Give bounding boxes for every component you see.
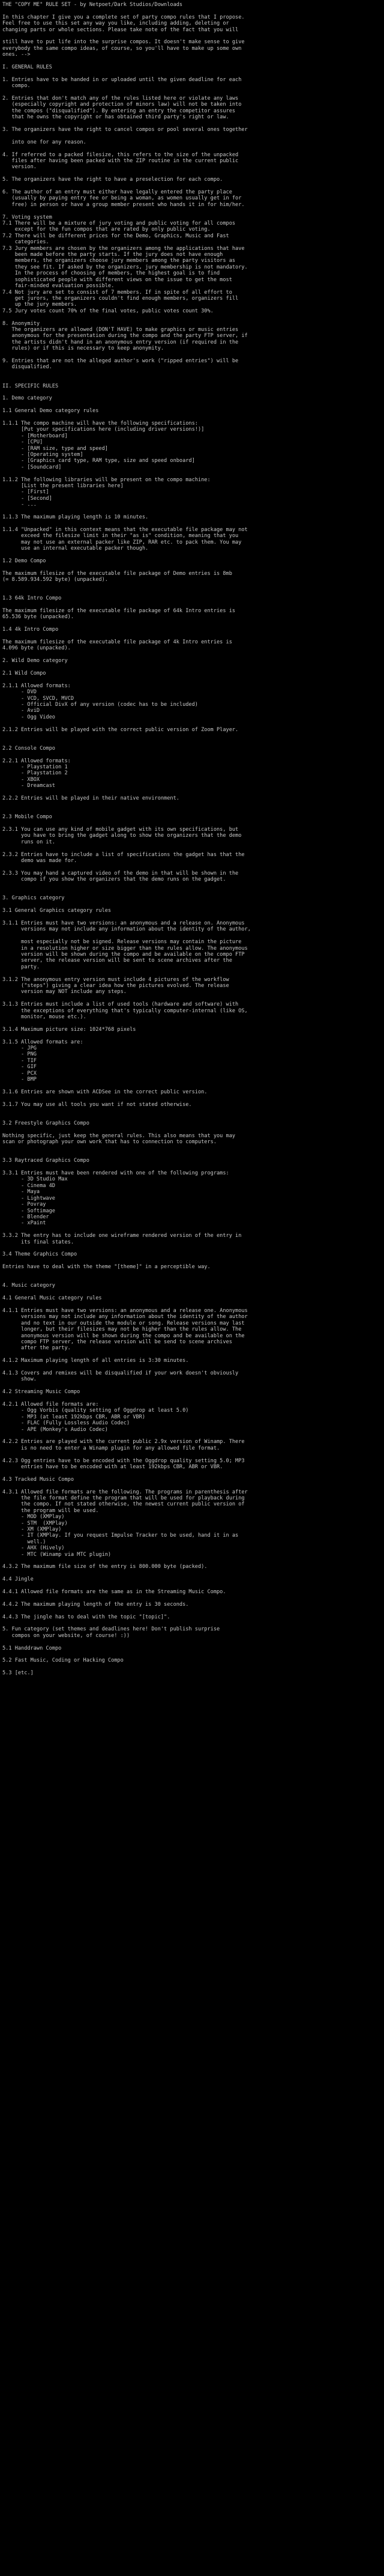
document-line: runs on it.: [2, 839, 55, 845]
document-line: [2, 808, 382, 814]
document-line: 2.2.1 Allowed formats:: [2, 758, 71, 764]
document-line: compo if you show the organizers that the demo runs on the gadget.: [2, 876, 226, 883]
document-line: Nothing specific, just keep the general rules. This also means that you may: [2, 1132, 236, 1139]
document-line: 4.3 Tracked Music Compo: [2, 1476, 74, 1483]
document-line: [2, 551, 382, 557]
document-line: [2, 1651, 382, 1657]
document-line: 2.1.2 Entries will be played with the correct public version of Zoom Player.: [2, 726, 239, 733]
document-line: 4.4.2 The maximum playing length of the entry is 30 seconds.: [2, 1601, 189, 1608]
document-line: compo FTP server, the release version will be send to scene archives: [2, 1338, 232, 1345]
document-line: [2, 902, 382, 908]
document-line: get jurors, the organizers couldn't find enough members, organizers fill: [2, 295, 239, 302]
document-line: 2. Entries that don't match any of the rules listed here or violate any laws: [2, 96, 239, 102]
document-line: - Povray: [2, 1201, 46, 1208]
document-line: show.: [2, 1376, 37, 1383]
document-line: the program will be used.: [2, 1507, 99, 1514]
document-line: - MOD (XMPlay): [2, 1514, 65, 1520]
document-line: - XM (XMPlay): [2, 1526, 62, 1533]
document-line: 1.2 Demo Compo: [2, 557, 46, 564]
document-line: is no need to enter a Winamp plugin for any allowed file format.: [2, 1445, 220, 1451]
document-line: The organizers are allowed (DON'T HAVE) to make graphics or music entries: [2, 326, 239, 333]
document-line: compo.: [2, 83, 31, 90]
document-line: 5.3 [etc.]: [2, 1670, 34, 1677]
document-line: [2, 664, 382, 670]
document-line: version will be shown during the compo and be available on the compo FTP: [2, 952, 245, 958]
document-line: party.: [2, 964, 40, 970]
document-line: [2, 602, 382, 608]
document-line: [2, 1277, 382, 1283]
document-line: 7.1 There will be a mixture of jury voting and public voting for all compos: [2, 220, 236, 227]
document-line: entries have to be encoded with at least 192kbps CBR, ABR or VBR.: [2, 1463, 223, 1470]
document-line: [2, 1289, 382, 1295]
document-line: [2, 1245, 382, 1251]
document-line: compos on your website, of course! :)): [2, 1632, 130, 1639]
document-line: rules) or if this is necessary to keep anonymity.: [2, 345, 164, 352]
document-line: - MTC (Winamp via MTC plugin): [2, 1551, 112, 1558]
document-line: [2, 970, 382, 976]
document-line: 5. Fun category (set themes and deadlines here! Don't publish surprise: [2, 1626, 220, 1633]
document-line: [2, 520, 382, 526]
document-line: after the party.: [2, 1345, 71, 1352]
document-line: - IT (XMPlay. If you request Impulse Tracker to be used, hand it in as: [2, 1533, 239, 1539]
document-line: [2, 739, 382, 745]
document-line: 6. The author of an entry must either have legally entered the party place: [2, 189, 232, 196]
document-line: versions may not include any information about the identity of the author,: [2, 926, 251, 933]
document-line: 7.5 Jury votes count 70% of the final votes, public votes count 30%.: [2, 308, 214, 314]
document-line: 7.3 Jury members are chosen by the organizers among the applications that have: [2, 245, 245, 252]
document-line: that he owns the copyright or has obtained third party's right or law.: [2, 114, 229, 121]
document-line: [2, 1145, 382, 1151]
document-line: [2, 371, 382, 377]
document-line: 2.3 Mobile Compo: [2, 814, 52, 821]
document-line: longer, but their filesizes may not be higher than the rules allow. The: [2, 1326, 242, 1333]
document-line: 2.2.2 Entries will be played in their native environment.: [2, 795, 179, 802]
document-line: [2, 1433, 382, 1439]
document-line: 7. Voting system: [2, 214, 52, 220]
document-line: [2, 1583, 382, 1589]
document-line: [2, 171, 382, 177]
document-line: 1. Demo category: [2, 395, 52, 402]
document-line: - Playstation 1: [2, 764, 68, 771]
document-line: 2.3.2 Entries have to include a list of specifications the gadget has that the: [2, 851, 245, 858]
document-line: [2, 1302, 382, 1308]
document-line: 3. The organizers have the right to cancel compos or pool several ones together: [2, 127, 248, 133]
document-line: and no text in our outside the module or song. Release versions may last: [2, 1320, 245, 1326]
document-line: most especially not be signed. Release versions may contain the picture: [2, 939, 242, 946]
document-line: [2, 508, 382, 514]
document-line: free) in person or have a group member present who hands it in for him/her.: [2, 201, 245, 208]
document-line: ("steps") giving a clear idea how the pictures evolved. The release: [2, 983, 229, 989]
document-line: [2, 1483, 382, 1489]
document-line: [2, 8, 382, 14]
document-line: - MP3 (at least 192kbps CBR, ABR or VBR): [2, 1414, 145, 1420]
document-line: (usually by paying entry fee or being a woman, as women usually get in for: [2, 195, 242, 202]
document-line: 5.2 Fast Music, Coding or Hacking Compo: [2, 1657, 124, 1664]
document-line: 3.2 Freestyle Graphics Compo: [2, 1120, 89, 1126]
document-line: [2, 883, 382, 889]
document-line: [2, 821, 382, 827]
document-line: - PCX: [2, 1070, 37, 1077]
document-line: 2.1 Wild Compo: [2, 670, 46, 676]
document-line: monitor, mouse etc.).: [2, 1014, 86, 1021]
document-line: - [CPU]: [2, 439, 43, 446]
document-line: 4.3.1 Allowed file formats are the following. The programs in parenthesis after: [2, 1489, 248, 1495]
document-line: [Put your specifications here (including driver versions!)]: [2, 427, 205, 433]
document-line: 4.2.3 Ogg entries have to be encoded with the Oggdrop quality setting 5.0; MP3: [2, 1457, 245, 1464]
document-line: 4.4 Jingle: [2, 1576, 34, 1583]
document-line: [2, 1639, 382, 1645]
document-line: The maximum filesize of the executable file package of Demo entries is 8mb: [2, 570, 232, 577]
document-line: - [RAM size, type and speed]: [2, 445, 108, 452]
document-line: been made before the party starts. If the jury does not have enough: [2, 252, 223, 258]
document-line: [2, 1451, 382, 1457]
document-line: in a resolution higher or size bigger than the rules allow. The anonymous: [2, 945, 248, 952]
document-line: - Ogg Video: [2, 714, 55, 720]
document-line: [2, 589, 382, 595]
document-line: 2.2 Console Compo: [2, 745, 55, 752]
document-line: [2, 402, 382, 408]
document-line: [2, 1164, 382, 1170]
document-line: 3.1.1 Entries must have two versions: an anonymous and a release on. Anonymous: [2, 920, 245, 927]
document-line: 3.1.7 You may use all tools you want if not stated otherwise.: [2, 1101, 192, 1108]
document-line: 4.4.3 The jingle has to deal with the topic "[topic]".: [2, 1614, 170, 1620]
document-line: exceed the filesize limit in their "as is" condition, meaning that you: [2, 533, 239, 539]
document-line: [2, 1108, 382, 1114]
document-line: [2, 33, 382, 39]
document-line: [2, 1352, 382, 1358]
document-line: 3.1.4 Maximum picture size: 1024*768 pixels: [2, 1026, 136, 1033]
document-line: The maximum filesize of the executable file package of 64k Intro entries is: [2, 608, 236, 614]
document-line: may not use an external packer like ZIP, RAR etc. to pack them. You may: [2, 539, 242, 545]
document-line: 7.4 Not jury are set to consist of 7 members. If in spite of all effort to: [2, 289, 232, 296]
document-line: [2, 1114, 382, 1120]
document-line: [2, 1095, 382, 1101]
document-line: 2.3.1 You can use any kind of mobile gadget with its own specifications, but: [2, 827, 239, 833]
document-line: [2, 1558, 382, 1564]
document-line: you have to bring the gadget along to show the organizers that the demo: [2, 833, 242, 839]
document-line: [2, 995, 382, 1001]
document-line: everybody the same compo ideas, of course, so you'll have to make up some own: [2, 45, 242, 52]
document-line: the compos ("disqualified"). By entering an entry the competitor assures: [2, 108, 236, 114]
document-line: 1. Entries have to be handed in or uploaded until the given deadline for each: [2, 76, 242, 83]
document-line: members, the organizers choose jury members among the party visitors as: [2, 258, 236, 264]
document-line: The maximum filesize of the executable file package of 4k Intro entries is: [2, 639, 232, 645]
document-line: changing parts or whole sections. Please take note of the fact that you will: [2, 26, 239, 33]
document-line: Entries have to deal with the theme "[theme]" in a perceptible way.: [2, 1264, 211, 1271]
document-line: version.: [2, 164, 37, 171]
document-line: 3.4 Theme Graphics Compo: [2, 1251, 77, 1258]
document-line: 3.1.6 Entries are shown with ACDSee in the correct public version.: [2, 1089, 208, 1095]
document-line: 4.2.2 Entries are played with the current public 2.9x version of Winamp. There: [2, 1439, 245, 1445]
document-line: Feel free to use this set any way you like, including adding, deleting or: [2, 20, 229, 27]
document-line: [2, 1470, 382, 1476]
document-line: [2, 1126, 382, 1132]
document-line: 9. Entries that are not the alleged author's work ("ripped entries") will be: [2, 357, 239, 364]
document-line: use an internal executable packer though.: [2, 545, 149, 552]
document-line: [2, 621, 382, 627]
document-line: [2, 415, 382, 421]
document-line: 65.536 byte (unpacked).: [2, 614, 74, 621]
document-line: fair-minded evaluation possible.: [2, 283, 115, 290]
document-line: - FLAC (Fully Lossless Audio Codec): [2, 1420, 130, 1427]
document-line: - Softimage: [2, 1208, 55, 1214]
document-line: [2, 1033, 382, 1039]
document-line: - APE (Monkey's Audio Codec): [2, 1426, 108, 1433]
document-line: 4.3.2 The maximum file size of the entry is 800.000 byte (packed).: [2, 1564, 208, 1570]
document-line: 1.3 64k Intro Compo: [2, 595, 62, 602]
document-line: 5. The organizers have the right to have a preselection for each compo.: [2, 177, 223, 183]
document-line: [2, 1608, 382, 1614]
document-line: 3.1.3 Entries must include a list of used tools (hardware and software) with: [2, 1001, 239, 1008]
document-line: [2, 752, 382, 758]
document-line: [2, 1152, 382, 1158]
document-line: - TIF: [2, 1057, 37, 1064]
document-line: [2, 58, 382, 64]
document-line: [2, 70, 382, 76]
document-line: 1.1.2 The following libraries will be present on the compo machine:: [2, 476, 211, 483]
document-line: 3.3 Raytraced Graphics Compo: [2, 1158, 89, 1164]
document-line: categories.: [2, 239, 49, 246]
document-line: [2, 145, 382, 151]
document-line: versions may not include any information about the identity of the author: [2, 1314, 248, 1320]
document-line: [2, 789, 382, 795]
document-line: [2, 1396, 382, 1402]
document-line: [2, 1271, 382, 1277]
document-line: - xPaint: [2, 1220, 46, 1227]
document-line: [2, 1620, 382, 1626]
document-line: 2. Wild Demo category: [2, 658, 68, 664]
document-line: - PNG: [2, 1051, 37, 1058]
document-line: [2, 845, 382, 851]
document-line: scan or photograph your own work that has to connection to computers.: [2, 1139, 217, 1146]
document-line: - [Second]: [2, 495, 52, 502]
document-line: [2, 864, 382, 870]
document-line: [2, 583, 382, 589]
document-line: In this chapter I give you a complete set of party compo rules that I propose.: [2, 14, 245, 20]
document-line: 4.1.1 Entries must have two versions: an anonymous and a release one. Anonymous: [2, 1307, 248, 1314]
document-line: - Dreamcast: [2, 783, 55, 789]
document-line: ones. -->: [2, 52, 31, 58]
document-line: 3.1.5 Allowed formats are:: [2, 1039, 83, 1045]
document-line: - Official DivX of any version (codec has to be included): [2, 702, 198, 708]
document-line: - 3D Studio Max: [2, 1176, 68, 1183]
document-line: - [Soundcard]: [2, 464, 62, 470]
document-line: 3.1.2 The anonymous entry version must include 4 pictures of the workflow: [2, 976, 229, 983]
document-line: [2, 933, 382, 939]
document-line: [List the present libraries here]: [2, 482, 124, 489]
document-line: - [Graphics card type, RAM type, size and speed onboard]: [2, 458, 195, 464]
document-line: 4.1.2 Maximum playing length of all entries is 3:30 minutes.: [2, 1358, 189, 1364]
document-line: 4.2 Streaming Music Compo: [2, 1389, 80, 1396]
document-line: [2, 133, 382, 139]
document-line: 3.1 General Graphics category rules: [2, 908, 112, 914]
document-line: well.): [2, 1539, 46, 1545]
document-line: I. GENERAL RULES: [2, 64, 52, 71]
document-line: - Ogg Vorbis (quality setting of Oggdrop at least 5.0): [2, 1408, 189, 1414]
document-line: 8. Anonymity: [2, 320, 40, 327]
document-line: - DVD: [2, 689, 37, 696]
document-line: sophisticated people with different views on the issue to get the most: [2, 276, 232, 283]
document-line: 1.1 General Demo category rules: [2, 408, 99, 415]
document-line: - AHX (Hively): [2, 1545, 65, 1552]
document-line: 4.4.1 Allowed file formats are the same as in the Streaming Music Compo.: [2, 1589, 226, 1595]
document-line: 4. If referred to a packed filesize, this refers to the size of the unpacked: [2, 151, 239, 158]
document-line: - STM (XMPlay): [2, 1520, 68, 1526]
document-line: [2, 121, 382, 127]
document-line: 2.3.3 You may hand a captured video of the demo in that will be shown in the: [2, 870, 239, 876]
document-line: 1.1.1 The compo machine will have the following specifications:: [2, 420, 198, 427]
document-line: - VCD, SVCD, MVCD: [2, 695, 74, 702]
document-line: THE "COPY ME" RULE SET - by Netpoet/Dark Studios/Downloads: [2, 2, 183, 8]
document-line: [2, 1227, 382, 1233]
document-line: 1.1.4 "Unpacked" in this context means that the executable file package may not: [2, 526, 248, 533]
document-line: the file format define the program that will be used for playback during: [2, 1495, 245, 1501]
document-line: II. SPECIFIC RULES: [2, 383, 59, 389]
document-line: [2, 633, 382, 639]
document-line: 2.1.1 Allowed formats:: [2, 682, 71, 689]
document-line: [2, 183, 382, 189]
document-line: [2, 1570, 382, 1576]
document-line: the compo. If not stated otherwise, the newest current public version of: [2, 1501, 245, 1508]
document-line: - GIF: [2, 1064, 37, 1071]
document-line: [2, 470, 382, 476]
document-line: [2, 914, 382, 920]
document-line: 7.2 There will be different prices for the Demo, Graphics, Music and Fast: [2, 232, 229, 239]
document-line: 4.096 byte (unpacked).: [2, 645, 71, 652]
document-line: [2, 208, 382, 214]
document-line: 1.1.3 The maximum playing length is 10 minutes.: [2, 514, 149, 520]
document-line: [2, 801, 382, 807]
document-line: - Blender: [2, 1214, 49, 1220]
document-line: [2, 1364, 382, 1370]
document-line: 3. Graphics category: [2, 895, 65, 902]
document-line: 3.3.2 The entry has to include one wireframe rendered version of the entry in: [2, 1233, 242, 1239]
document-line: 4. Music category: [2, 1283, 55, 1289]
document-line: (= 8.589.934.592 byte) (unpacked).: [2, 577, 108, 583]
document-line: - Cinema 4D: [2, 1182, 55, 1189]
document-line: - BMP: [2, 1077, 37, 1083]
document-line: they see fit. If asked by the organizers, jury membership is not mandatory.: [2, 264, 248, 270]
document-line: [2, 1258, 382, 1264]
document-line: [2, 1595, 382, 1601]
document-line: anonymous for the presentation during the compo and the party FTP server, if: [2, 333, 248, 339]
document-line: [2, 314, 382, 320]
document-line: [2, 377, 382, 383]
document-line: except for the fun compos that are rated by only public voting.: [2, 226, 211, 233]
document-line: - AviD: [2, 708, 40, 714]
document-line: 1.4 4k Intro Compo: [2, 627, 59, 633]
document-line: [2, 1664, 382, 1670]
document-line: - [First]: [2, 489, 49, 496]
document-line: [2, 352, 382, 358]
document-line: [2, 889, 382, 895]
document-line: 4.2.1 Allowed file formats are:: [2, 1401, 99, 1408]
document-line: version may NOT include any steps.: [2, 989, 127, 995]
document-line: 4.1.3 Covers and remixes will be disqualified if your work doesn't obviously: [2, 1370, 239, 1376]
document-line: 5.1 Handdrawn Compo: [2, 1645, 62, 1651]
document-line: - XBOX: [2, 776, 40, 783]
document-line: the artists didn't hand in an anonymous entry version (if required in the: [2, 339, 239, 345]
document-line: [2, 1020, 382, 1026]
document-line: [2, 564, 382, 570]
document-line: - [Motherboard]: [2, 433, 68, 439]
document-line: [2, 1383, 382, 1389]
document-line: [2, 652, 382, 658]
document-line: 4.1 General Music category rules: [2, 1295, 102, 1302]
document-line: - Maya: [2, 1189, 40, 1195]
document-line: 3.3.1 Entries must have been rendered with one of the following programs:: [2, 1170, 229, 1177]
document-line: [2, 676, 382, 682]
document-line: - ...: [2, 502, 37, 508]
document-line: still have to put life into the surprise compos. It doesn't make sense to give: [2, 39, 245, 46]
document-line: anonymous version will be shown during the compo and be available on the: [2, 1332, 245, 1339]
document-line: demo was made for.: [2, 858, 77, 864]
document-line: the exceptions of everything that's typically computer-internal (like OS,: [2, 1007, 248, 1014]
document-line: - [Operating system]: [2, 451, 83, 458]
document-line: [2, 90, 382, 96]
document-line: [2, 389, 382, 395]
document-line: [2, 1083, 382, 1089]
document-line: In the process of choosing of members, the highest goal is to find: [2, 270, 220, 277]
document-line: (especially copyright and protection of minors law) will not be taken into: [2, 102, 242, 108]
document-line: its final states.: [2, 1239, 74, 1245]
document-line: server, the release version will be sent to scene archives after the: [2, 958, 232, 964]
document-line: [2, 733, 382, 739]
document-line: [2, 720, 382, 726]
document-line: - Playstation 2: [2, 770, 68, 777]
document-line: - Lightwave: [2, 1195, 55, 1201]
document-line: disqualified.: [2, 364, 52, 371]
document-line: - JPG: [2, 1045, 37, 1052]
document-line: up the jury members.: [2, 302, 77, 308]
document-line: files after having been packed with the ZIP routine in the current public: [2, 158, 239, 165]
document-line: into one for any reason.: [2, 139, 86, 145]
